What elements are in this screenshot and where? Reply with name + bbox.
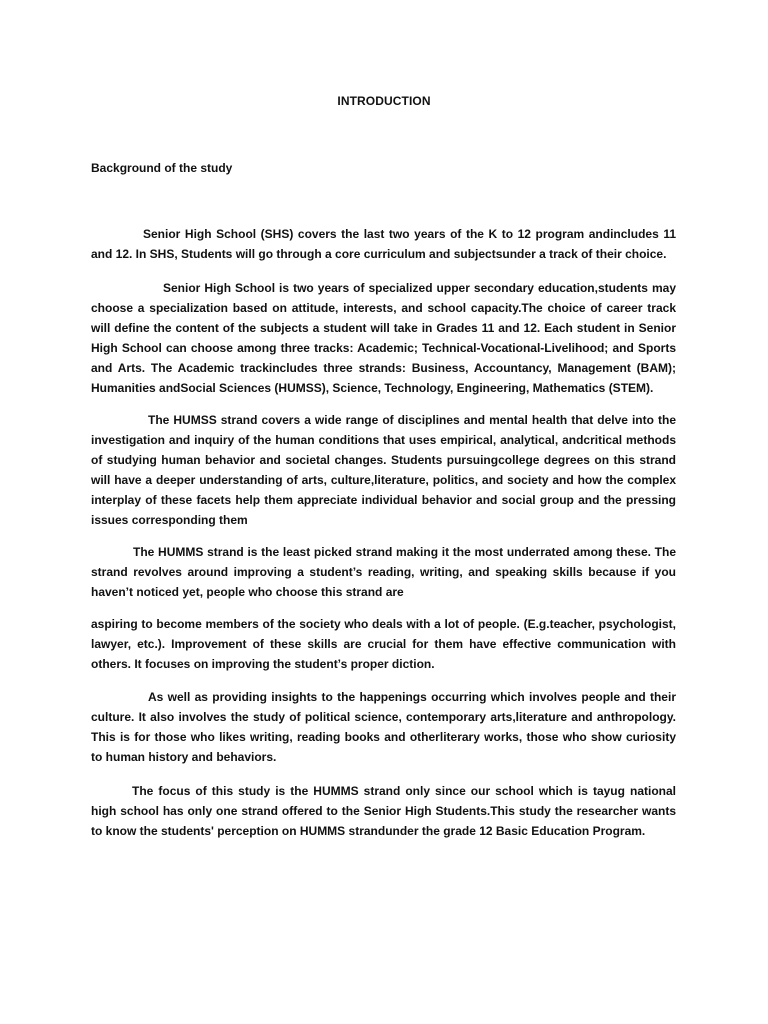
paragraph-study-focus: The focus of this study is the HUMMS strand only since our school which is tayug national high school has only one strand offered to the Senior High Students.This study the researcher wants to know the students' perception on HUMMS strandunder the grade 12 Basic Education Program. xyxy=(91,784,676,838)
paragraph-humss-description: The HUMSS strand covers a wide range of disciplines and mental health that delve into the investigation and inquiry of the human conditions that uses empirical, analytical, andcritical methods of studying human behavior and societal changes. Students pursuingcollege degrees on this strand will have a deeper understanding of arts, culture,literature, politics, and society and how the complex interplay of these facets help them appreciate individual behavior and social group and the pressing issues corresponding them xyxy=(91,413,676,527)
document-title: INTRODUCTION xyxy=(337,94,431,108)
paragraph-humms-underrated: The HUMMS strand is the least picked strand making it the most underrated among these. The strand revolves around improving a student’s reading, writing, and speaking skills because if you haven’t noticed yet, people who choose this strand are xyxy=(91,545,676,599)
paragraph-shs-tracks: Senior High School is two years of specialized upper secondary education,students may choose a specialization based on attitude, interests, and school capacity.The choice of career track will define the content of the subjects a student will take in Grades 11 and 12. Each student in Senior High School can choose among three tracks: Academic; Technical-Vocational-Livelihood; and Sports and Arts. The Academic trackincludes three strands: Business, Accountancy, Management (BAM); Humanities andSocial Sciences (HUMSS), Science, Technology, Engineering, Mathematics (STEM). xyxy=(91,281,676,395)
paragraph-shs-overview: Senior High School (SHS) covers the last two years of the K to 12 program andincludes 11 and 12. In SHS, Students will go through a core curriculum and subjectsunder a track of their choice. xyxy=(91,227,676,261)
paragraph-humms-skills: aspiring to become members of the society who deals with a lot of people. (E.g.teacher, psychologist, lawyer, etc.). Improvement of these skills are crucial for them have effective communication with others. It focuses on improving the student’s proper diction. xyxy=(91,617,676,671)
paragraph-humms-insights: As well as providing insights to the happenings occurring which involves people and their culture. It also involves the study of political science, contemporary arts,literature and anthropology. This is for those who likes writing, reading books and otherliterary works, those who show curiosity to human history and behaviors. xyxy=(91,690,676,764)
section-heading: Background of the study xyxy=(91,161,233,175)
